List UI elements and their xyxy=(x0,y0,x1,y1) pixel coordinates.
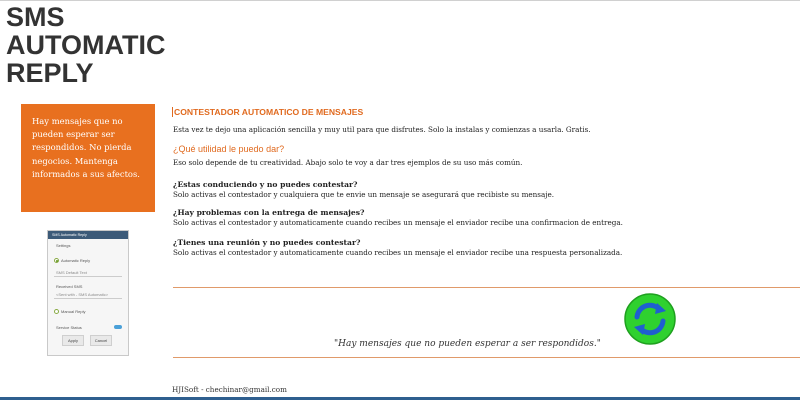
section-divider-bottom xyxy=(173,357,800,358)
example-question: ¿Tienes una reunión y no puedes contestar? xyxy=(173,238,361,247)
section-divider-top xyxy=(173,287,800,288)
sync-arrows-icon xyxy=(624,293,676,345)
service-status-toggle xyxy=(114,325,122,329)
example-question: ¿Hay problemas con la entrega de mensajes? xyxy=(173,208,365,217)
main-title: CONTESTADOR AUTOMATICO DE MENSAJES xyxy=(174,107,364,117)
app-title-bar: SMS Automatic Reply xyxy=(48,231,128,239)
automatic-reply-radio xyxy=(54,258,59,263)
example-answer: Solo activas el contestador y cualquiera que te envie un mensaje se asegurará que recibiste su mensaje. xyxy=(173,190,555,199)
received-sms-label: Received SMS xyxy=(56,284,83,289)
app-screenshot xyxy=(47,230,129,356)
footer-credit: HJISoft - chechinar@gmail.com xyxy=(172,385,287,394)
promo-box xyxy=(21,104,155,212)
slogan-quote: "Hay mensajes que no pueden esperar a ser respondidos." xyxy=(334,339,601,349)
example-answer: Solo activas el contestador y automaticamente cuando recibes un mensaje el enviador recibe una confirmacion de entrega. xyxy=(173,218,623,227)
service-status-label: Service Status xyxy=(56,325,82,330)
manual-reply-label: Manual Reply xyxy=(61,309,86,314)
promo-text: Hay mensajes que no pueden esperar ser respondidos. No pierda negocios. Mantenga informados a sus afectos. xyxy=(32,116,140,179)
automatic-reply-label: Automatic Reply xyxy=(61,258,91,263)
usage-heading: ¿Qué utilidad le puedo dar? xyxy=(173,144,285,154)
example-2 xyxy=(173,207,623,228)
cancel-button: Cancel xyxy=(90,335,112,346)
example-3 xyxy=(173,237,622,258)
default-text-field: SMS Default Text xyxy=(54,268,122,277)
top-divider xyxy=(0,0,800,1)
manual-reply-radio xyxy=(54,309,59,314)
usage-text: Eso solo depende de tu creatividad. Abajo solo te voy a dar tres ejemplos de su uso más común. xyxy=(173,158,523,167)
example-question: ¿Estas conduciendo y no puedes contestar? xyxy=(173,180,358,189)
site-title-line-3: REPLY xyxy=(6,58,94,88)
example-1 xyxy=(173,179,554,200)
apply-button: Apply xyxy=(62,335,84,346)
intro-text: Esta vez te dejo una aplicación sencilla y muy util para que disfrutes. Solo la instalas y comienzas a usarla. Gratis. xyxy=(173,125,591,134)
site-title-line-1: SMS xyxy=(6,2,65,32)
site-title xyxy=(6,3,165,87)
settings-label: Settings xyxy=(56,243,71,248)
received-sms-field: <Sent with - SMS Automatic> xyxy=(54,290,122,299)
site-title-line-2: AUTOMATIC xyxy=(6,30,166,60)
example-answer: Solo activas el contestador y automaticamente cuando recibes un mensaje el enviador recibe una respuesta personalizada. xyxy=(173,248,623,257)
